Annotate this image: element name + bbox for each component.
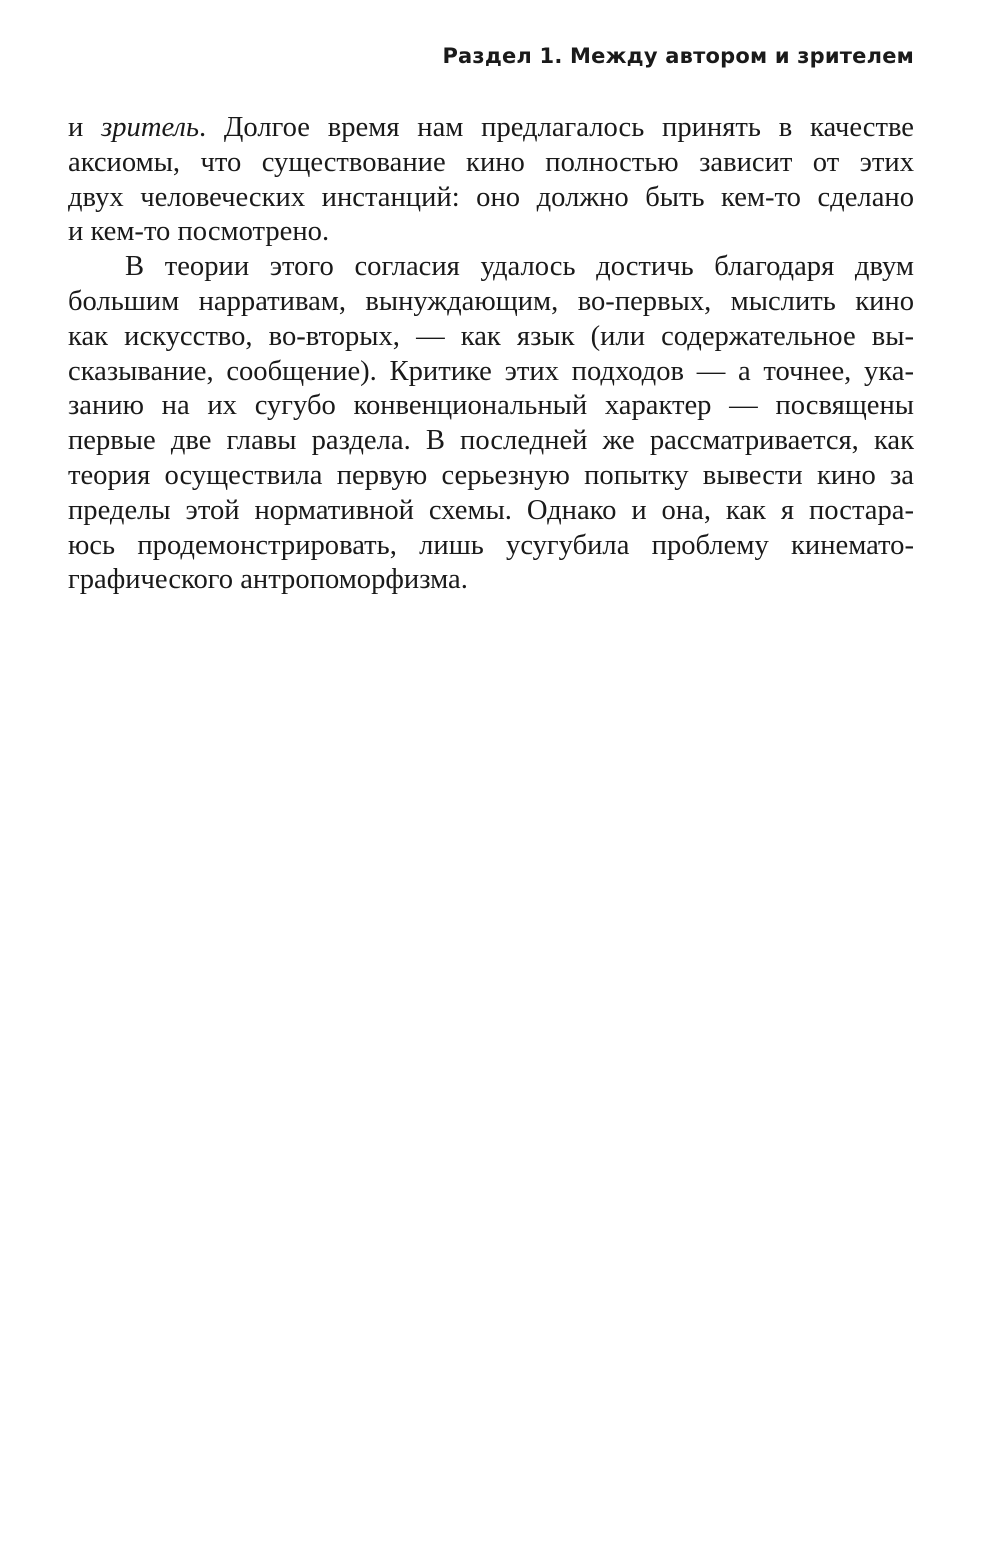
lead-word: и: [68, 112, 84, 143]
text-line: графического антропоморфизма.: [68, 564, 468, 596]
text-line: аксиомы, что существование кино полностью зависит от этих: [68, 146, 914, 178]
text-line: большим нарративам, вынуждающим, во-первых, мыслить кино: [68, 285, 914, 317]
running-head-title: Раздел 1. Между автором и зрителем: [442, 44, 914, 68]
text-line: и кем-то посмотрено.: [68, 216, 330, 248]
italic-term: зритель: [101, 112, 199, 143]
line-rest: . Долгое время нам предлагалось принять в качестве: [198, 112, 914, 143]
text-line: пределы этой нормативной схемы. Однако и она, как я постара-: [68, 494, 914, 526]
text-line: первые две главы раздела. В последней же рассматривается, как: [68, 425, 914, 457]
paragraph-2: [68, 250, 914, 598]
text-line: теория осуществила первую серьезную попытку вывести кино за: [68, 459, 914, 491]
text-line: как искусство, во-вторых, — как язык (или содержательное вы-: [68, 320, 914, 352]
text-line: юсь продемонстрировать, лишь усугубила проблему кинемато-: [68, 529, 914, 561]
text-line: сказывание, сообщение). Критике этих подходов — а точнее, ука-: [68, 355, 914, 387]
text-line: [68, 111, 914, 146]
text-line: двух человеческих инстанций: оно должно быть кем-то сделано: [68, 181, 914, 213]
body-text: [68, 111, 914, 598]
text-line: В теории этого согласия удалось достичь благодаря двум: [125, 251, 914, 283]
paragraph-1: [68, 111, 914, 250]
text-line: занию на их сугубо конвенциональный характер — посвящены: [68, 390, 914, 422]
